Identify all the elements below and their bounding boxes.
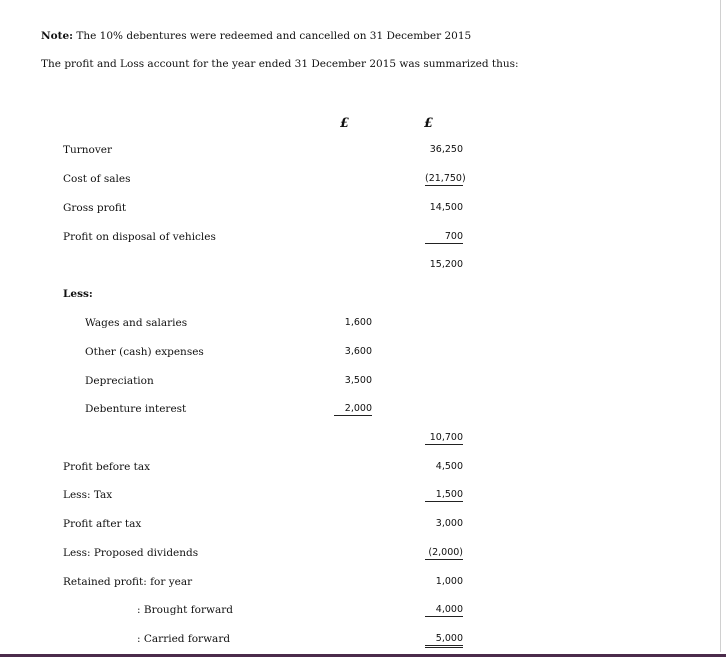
column-header-1: £ xyxy=(340,116,350,131)
row-label: Profit on disposal of vehicles xyxy=(63,231,216,243)
row-label: Profit before tax xyxy=(63,461,151,473)
row-value: 1,000 xyxy=(435,576,463,587)
row-label: Cost of sales xyxy=(63,173,131,185)
row-value: 3,500 xyxy=(344,375,372,386)
row-label: Less: Proposed dividends xyxy=(63,547,199,559)
row-label: : Brought forward xyxy=(137,604,233,616)
note-text: The 10% debentures were redeemed and cancelled on 31 December 2015 xyxy=(73,30,472,42)
note xyxy=(41,29,471,43)
row-value: 4,500 xyxy=(435,461,463,472)
row-value: 4,000 xyxy=(425,603,463,617)
row-label: Profit after tax xyxy=(63,518,142,530)
row-label: Debenture interest xyxy=(85,403,187,415)
row-value: 5,000 xyxy=(425,632,463,648)
row-label: Depreciation xyxy=(85,375,154,387)
row-label: Turnover xyxy=(63,144,113,156)
row-value: (2,000) xyxy=(425,546,463,560)
row-value: 3,600 xyxy=(344,346,372,357)
page-edge xyxy=(720,0,721,652)
row-value: 2,000 xyxy=(334,402,372,416)
row-label: Gross profit xyxy=(63,202,127,214)
total-expenses-value: 10,700 xyxy=(425,431,463,445)
row-value: 700 xyxy=(425,230,463,244)
row-label: Wages and salaries xyxy=(85,317,188,329)
row-value: 1,600 xyxy=(344,317,372,328)
row-label: Less: Tax xyxy=(63,489,113,501)
intro-text: The profit and Loss account for the year ended 31 December 2015 was summarized thus: xyxy=(41,58,519,70)
column-header-2: £ xyxy=(424,116,434,131)
less-heading: Less: xyxy=(63,288,93,300)
row-label: : Carried forward xyxy=(137,633,231,645)
row-value: 36,250 xyxy=(429,144,463,155)
row-label: Other (cash) expenses xyxy=(85,346,204,358)
note-label: Note: xyxy=(41,30,74,42)
row-value: 14,500 xyxy=(429,202,463,213)
row-value: 3,000 xyxy=(435,518,463,529)
row-value: 1,500 xyxy=(425,488,463,502)
row-value: (21,750) xyxy=(425,173,466,184)
subtotal-value: 15,200 xyxy=(429,259,463,270)
row-label: Retained profit: for year xyxy=(63,576,193,588)
